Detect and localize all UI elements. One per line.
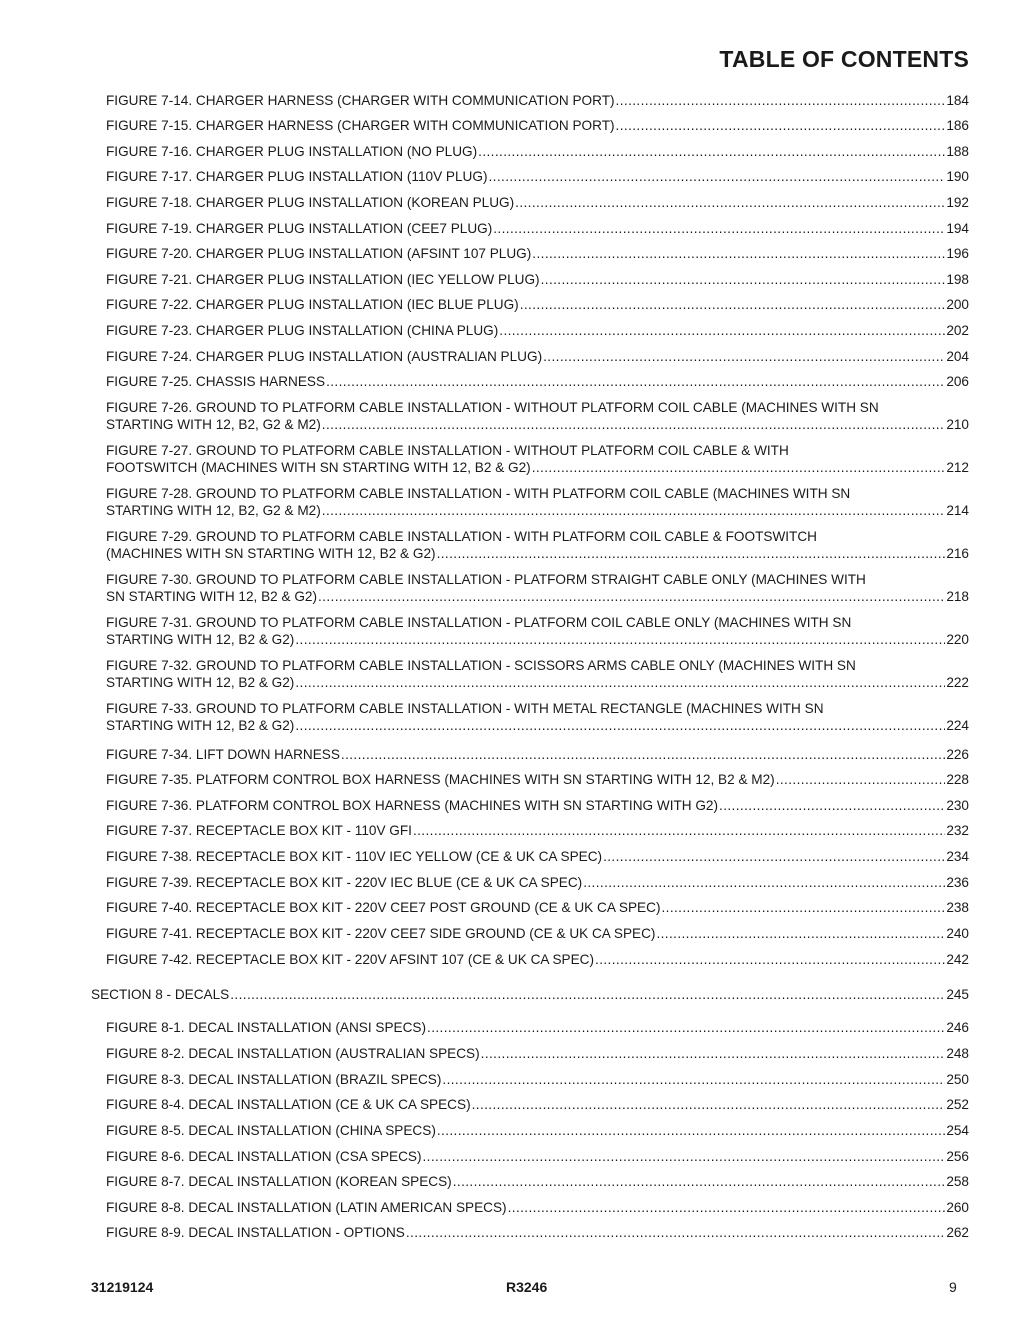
dot-leader [488,168,945,185]
dot-leader [661,899,945,916]
toc-entry[interactable] [106,117,969,134]
toc-entry-title: FIGURE 7-20. CHARGER PLUG INSTALLATION (AFSINT 107 PLUG) [106,246,532,261]
dot-leader [656,925,945,942]
toc-entry-line [106,271,969,288]
dot-leader [295,674,945,691]
toc-page-number: 258 [946,1174,969,1189]
toc-entry-title: FIGURE 7-31. GROUND TO PLATFORM CABLE INSTALLATION - PLATFORM COIL CABLE ONLY (MACHINES WITH SN [106,615,852,630]
toc-page-number: 212 [946,460,969,475]
toc-page-number: 236 [946,875,969,890]
toc-entry[interactable] [106,571,969,605]
toc-page-number: 196 [946,246,969,261]
dot-leader [295,717,945,734]
toc-entry-line [106,674,969,691]
toc-page-number: 186 [946,118,969,133]
toc-entry-line [106,416,969,433]
toc-entry[interactable] [106,746,969,763]
toc-page-number: 262 [946,1225,969,1240]
toc-page-number: 230 [946,798,969,813]
toc-page-number: 210 [946,417,969,432]
toc-entry-title: FIGURE 7-35. PLATFORM CONTROL BOX HARNESS (MACHINES WITH SN STARTING WITH 12, B2 & M2) [106,772,775,787]
footer-page-number: 9 [949,1279,957,1295]
dot-leader [295,631,945,648]
toc-entry-title: FIGURE 7-33. GROUND TO PLATFORM CABLE INSTALLATION - WITH METAL RECTANGLE (MACHINES WITH SN [106,701,824,716]
toc-page-number: 238 [946,900,969,915]
toc-entry-line [106,848,969,865]
toc-page-number: 254 [946,1123,969,1138]
toc-entry[interactable] [106,442,969,476]
toc-entry-line [106,797,969,814]
toc-entry-line [106,194,969,211]
dot-leader [406,1224,945,1241]
dot-leader [423,1148,946,1165]
toc-entry-line [106,571,969,588]
toc-entry[interactable] [106,614,969,648]
dot-leader [719,797,945,814]
toc-entry-line [106,1071,969,1088]
toc-page-number: 260 [946,1200,969,1215]
toc-page-number: 218 [946,589,969,604]
toc-page-number: 248 [946,1046,969,1061]
toc-entry-line [106,822,969,839]
toc-entry-title: FIGURE 7-22. CHARGER PLUG INSTALLATION (IEC BLUE PLUG) [106,297,519,312]
dot-leader [437,545,946,562]
dot-leader [437,1122,945,1139]
toc-entry-line [106,502,969,519]
dot-leader [532,245,945,262]
toc-page-number: 242 [946,952,969,967]
toc-entry-line [106,1199,969,1216]
toc-entry[interactable] [106,797,969,814]
toc-page-number: 216 [946,546,969,561]
dot-leader [532,459,946,476]
toc-entry-title: FIGURE 8-8. DECAL INSTALLATION (LATIN AMERICAN SPECS) [106,1200,507,1215]
toc-entry-title: FIGURE 8-2. DECAL INSTALLATION (AUSTRALIAN SPECS) [106,1046,480,1061]
toc-page-number: 198 [946,272,969,287]
toc-page-number: 224 [946,718,969,733]
toc-entry-line [106,1019,969,1036]
dot-leader [583,874,945,891]
toc-page-number: 246 [946,1020,969,1035]
toc-entry[interactable] [106,322,969,339]
toc-entry-line [106,373,969,390]
dot-leader [427,1019,945,1036]
dot-leader [595,951,945,968]
dot-leader [499,322,945,339]
toc-entry[interactable] [106,1122,969,1139]
toc-entry-line [106,459,969,476]
toc-entry-title: FIGURE 8-5. DECAL INSTALLATION (CHINA SPECS) [106,1123,436,1138]
dot-leader [478,143,945,160]
toc-entry-title: FIGURE 7-32. GROUND TO PLATFORM CABLE INSTALLATION - SCISSORS ARMS CABLE ONLY (MACHINES WITH SN [106,658,856,673]
footer-doc-number: 31219124 [91,1279,154,1295]
toc-page-number: 190 [946,169,969,184]
toc-page-number: 220 [946,632,969,647]
toc-entry[interactable] [106,245,969,262]
toc-entry[interactable] [106,700,969,734]
toc-entry-title: FIGURE 8-3. DECAL INSTALLATION (BRAZIL SPECS) [106,1072,442,1087]
toc-entry[interactable] [106,1045,969,1062]
toc-entry-line [106,348,969,365]
toc-entry-title: STARTING WITH 12, B2 & G2) [106,718,295,733]
toc-entry-title: FIGURE 7-27. GROUND TO PLATFORM CABLE INSTALLATION - WITHOUT PLATFORM COIL CABLE & WITH [106,443,789,458]
dot-leader [442,1071,945,1088]
toc-entry-title: FIGURE 7-16. CHARGER PLUG INSTALLATION (NO PLUG) [106,144,478,159]
toc-entry-title: FIGURE 7-30. GROUND TO PLATFORM CABLE INSTALLATION - PLATFORM STRAIGHT CABLE ONLY (MACHINES WITH [106,572,866,587]
toc-entry-title: FIGURE 7-23. CHARGER PLUG INSTALLATION (CHINA PLUG) [106,323,499,338]
toc-page-number: 232 [946,823,969,838]
dot-leader [472,1096,946,1113]
toc-entry-line [106,746,969,763]
toc-entry-line [106,1224,969,1241]
dot-leader [453,1173,946,1190]
toc-entry-title: STARTING WITH 12, B2 & G2) [106,675,295,690]
toc-entry-title: FIGURE 7-17. CHARGER PLUG INSTALLATION (110V PLUG) [106,169,488,184]
toc-page-number: 240 [946,926,969,941]
toc-entry-line [106,485,969,502]
toc-section-entry[interactable] [91,986,969,1003]
toc-entry-line [106,717,969,734]
dot-leader [230,986,945,1003]
footer-model: R3246 [506,1279,548,1295]
toc-entry-line [106,442,969,459]
toc-entry[interactable] [106,1224,969,1241]
toc-entry-title: STARTING WITH 12, B2, G2 & M2) [106,503,321,518]
toc-entry-title: FIGURE 7-39. RECEPTACLE BOX KIT - 220V IEC BLUE (CE & UK CA SPEC) [106,875,583,890]
toc-entry-line [106,399,969,416]
toc-entry[interactable] [106,925,969,942]
toc-entry-line [106,245,969,262]
toc-entry-title: FIGURE 7-28. GROUND TO PLATFORM CABLE INSTALLATION - WITH PLATFORM COIL CABLE (MACHINES WITH SN [106,486,851,501]
toc-entry-title: FIGURE 7-37. RECEPTACLE BOX KIT - 110V GFI [106,823,412,838]
toc-entry-line [106,925,969,942]
toc-entry-title: FIGURE 7-18. CHARGER PLUG INSTALLATION (KOREAN PLUG) [106,195,515,210]
toc-entry-title: FIGURE 7-41. RECEPTACLE BOX KIT - 220V CEE7 SIDE GROUND (CE & UK CA SPEC) [106,926,656,941]
toc-page-number: 192 [946,195,969,210]
toc-page-number: 250 [946,1072,969,1087]
toc-entry[interactable] [106,1199,969,1216]
dot-leader [508,1199,946,1216]
toc-entry-line [106,296,969,313]
toc-entry-line [106,1096,969,1113]
toc-entry-title: FIGURE 8-4. DECAL INSTALLATION (CE & UK CA SPECS) [106,1097,471,1112]
toc-entry[interactable] [106,399,969,433]
toc-page-number: 228 [946,772,969,787]
toc-page-number: 206 [946,374,969,389]
toc-entry-title: FIGURE 7-40. RECEPTACLE BOX KIT - 220V CEE7 POST GROUND (CE & UK CA SPEC) [106,900,661,915]
toc-entry[interactable] [106,1148,969,1165]
dot-leader [481,1045,946,1062]
toc-page-number: 188 [946,144,969,159]
dot-leader [520,296,946,313]
toc-entry-title: FIGURE 8-1. DECAL INSTALLATION (ANSI SPECS) [106,1020,427,1035]
toc-entry-line [106,874,969,891]
toc-entry[interactable] [106,194,969,211]
toc-entry-line [106,322,969,339]
page-title: TABLE OF CONTENTS [719,46,969,72]
toc-entry-line [106,143,969,160]
toc-page-number: 204 [946,349,969,364]
toc-entry-line [106,614,969,631]
toc-entry-title: FIGURE 7-29. GROUND TO PLATFORM CABLE INSTALLATION - WITH PLATFORM COIL CABLE & FOOTSWITCH [106,529,817,544]
toc-page-number: 184 [946,93,969,108]
toc-page-number: 245 [946,987,969,1002]
toc-entry-line [106,657,969,674]
toc-entry[interactable] [106,168,969,185]
toc-entry-line [106,588,969,605]
toc-entry-title: FIGURE 7-25. CHASSIS HARNESS [106,374,326,389]
toc-entry-title: FIGURE 7-34. LIFT DOWN HARNESS [106,747,340,762]
toc-entry[interactable] [106,271,969,288]
toc-entry-line [91,986,969,1003]
toc-entry-title: FIGURE 7-14. CHARGER HARNESS (CHARGER WITH COMMUNICATION PORT) [106,93,615,108]
dot-leader [616,117,946,134]
toc-entry-title: STARTING WITH 12, B2 & G2) [106,632,295,647]
dot-leader [493,220,945,237]
toc-entry-line [106,545,969,562]
dot-leader [543,348,945,365]
toc-entry[interactable] [106,1096,969,1113]
dot-leader [515,194,945,211]
toc-entry-line [106,1148,969,1165]
toc-entry-title: FIGURE 7-42. RECEPTACLE BOX KIT - 220V AFSINT 107 (CE & UK CA SPEC) [106,952,595,967]
toc-entry[interactable] [106,657,969,691]
toc-entry[interactable] [106,143,969,160]
toc-entry-title: FIGURE 8-6. DECAL INSTALLATION (CSA SPECS) [106,1149,422,1164]
toc-entry-line [106,220,969,237]
toc-page-number: 202 [946,323,969,338]
toc-entry-title: STARTING WITH 12, B2, G2 & M2) [106,417,321,432]
dot-leader [341,746,945,763]
toc-entry-line [106,700,969,717]
toc-entry-title: FIGURE 7-38. RECEPTACLE BOX KIT - 110V IEC YELLOW (CE & UK CA SPEC) [106,849,603,864]
toc-entry-title: FIGURE 7-24. CHARGER PLUG INSTALLATION (AUSTRALIAN PLUG) [106,349,543,364]
toc-page-number: 214 [946,503,969,518]
toc-entry[interactable] [106,528,969,562]
toc-entry-line [106,1045,969,1062]
toc-entry-title: SECTION 8 - DECALS [91,987,230,1002]
toc-entry[interactable] [106,220,969,237]
toc-entry[interactable] [106,373,969,390]
toc-entry[interactable] [106,899,969,916]
dot-leader [322,502,946,519]
toc-entry-title: FIGURE 8-7. DECAL INSTALLATION (KOREAN SPECS) [106,1174,452,1189]
dot-leader [603,848,945,865]
toc-entry-line [106,168,969,185]
toc-entry-title: SN STARTING WITH 12, B2 & G2) [106,589,317,604]
toc-entry[interactable] [106,951,969,968]
toc-entry[interactable] [106,485,969,519]
toc-page-number: 234 [946,849,969,864]
dot-leader [776,771,946,788]
toc-page-number: 200 [946,297,969,312]
toc-entry-title: FIGURE 7-26. GROUND TO PLATFORM CABLE INSTALLATION - WITHOUT PLATFORM COIL CABLE (MACHINES WITH SN [106,400,879,415]
toc-entry-title: (MACHINES WITH SN STARTING WITH 12, B2 & G2) [106,546,436,561]
toc-page-number: 226 [946,747,969,762]
toc-entry-line [106,92,969,109]
toc-entry-line [106,771,969,788]
toc-page-number: 194 [946,221,969,236]
toc-entry-title: FIGURE 7-15. CHARGER HARNESS (CHARGER WITH COMMUNICATION PORT) [106,118,615,133]
toc-entry-line [106,631,969,648]
toc-entry[interactable] [106,296,969,313]
toc-entry[interactable] [106,348,969,365]
toc-entry-title: FIGURE 7-21. CHARGER PLUG INSTALLATION (IEC YELLOW PLUG) [106,272,540,287]
dot-leader [318,588,945,605]
toc-entry[interactable] [106,822,969,839]
toc-entry-line [106,899,969,916]
toc-entry-line [106,1122,969,1139]
toc-entry[interactable] [106,771,969,788]
toc-page-number: 222 [946,675,969,690]
toc-entry[interactable] [106,874,969,891]
toc-entry-line [106,951,969,968]
dot-leader [616,92,946,109]
toc-entry-line [106,117,969,134]
toc-entry[interactable] [106,848,969,865]
toc-entry[interactable] [106,1173,969,1190]
toc-entry-title: FIGURE 7-19. CHARGER PLUG INSTALLATION (CEE7 PLUG) [106,221,493,236]
dot-leader [322,416,946,433]
toc-entry[interactable] [106,1071,969,1088]
toc-entry-title: FOOTSWITCH (MACHINES WITH SN STARTING WITH 12, B2 & G2) [106,460,531,475]
toc-entry[interactable] [106,1019,969,1036]
toc-page-number: 256 [946,1149,969,1164]
dot-leader [413,822,945,839]
dot-leader [541,271,946,288]
toc-entry-line [106,1173,969,1190]
toc-page-number: 252 [946,1097,969,1112]
toc-entry-title: FIGURE 7-36. PLATFORM CONTROL BOX HARNESS (MACHINES WITH SN STARTING WITH G2) [106,798,719,813]
toc-entry[interactable] [106,92,969,109]
dot-leader [326,373,945,390]
toc-entry-title: FIGURE 8-9. DECAL INSTALLATION - OPTIONS [106,1225,405,1240]
toc-entry-line [106,528,969,545]
